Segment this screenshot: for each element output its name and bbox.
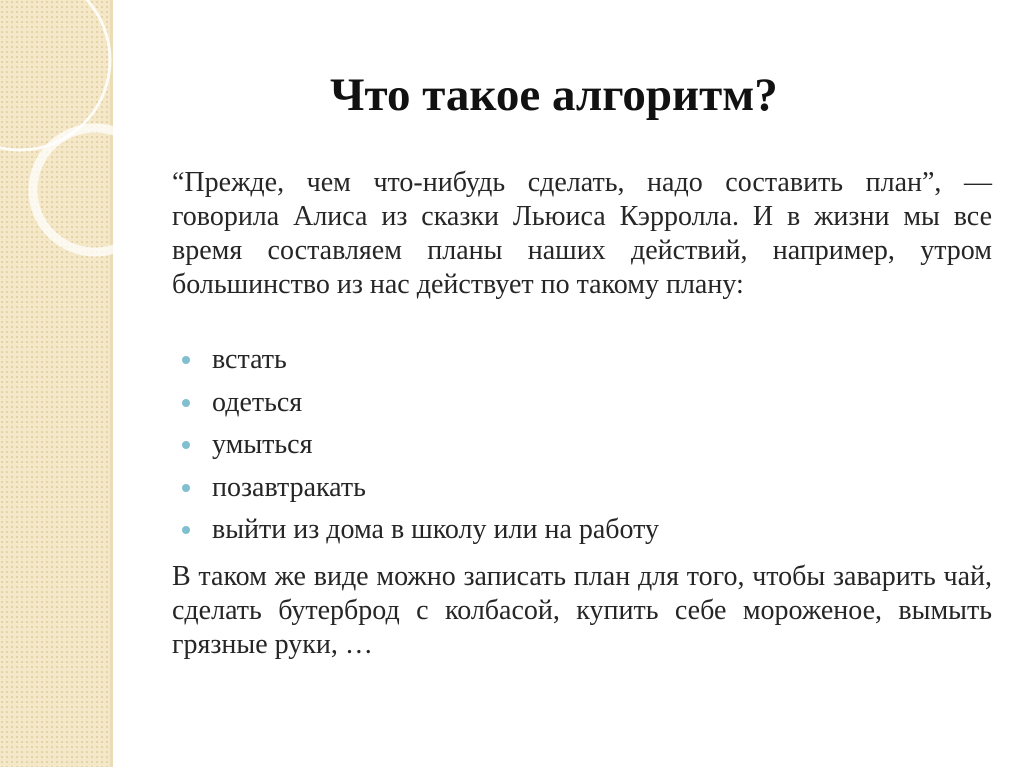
bullet-dot-icon [182, 526, 190, 534]
list-item [172, 471, 659, 514]
list-item-text: позавтракать [212, 471, 366, 503]
plan-list [172, 343, 659, 556]
intro-paragraph: “Прежде, чем что-нибудь сделать, надо составить план”, — говорила Алиса из сказки Льюиса Кэрролла. И в жизни мы все время составляем планы наших действий, например, утром большинство из нас действует по такому плану: [172, 167, 992, 300]
list-item [172, 343, 659, 386]
list-item-text: умыться [212, 429, 313, 460]
bullet-dot-icon [182, 356, 190, 364]
list-item [172, 386, 659, 429]
list-item [172, 513, 659, 556]
slide-title: Что такое алгоритм? [330, 69, 778, 121]
bullet-dot-icon [182, 399, 190, 407]
list-item-text: одеться [212, 386, 303, 418]
list-item-text: выйти из дома в школу или на работу [212, 514, 660, 545]
list-item-text: встать [212, 344, 287, 375]
bullet-dot-icon [182, 484, 190, 492]
bullet-dot-icon [182, 441, 190, 449]
closing-paragraph: В таком же виде можно записать план для того, чтобы заварить чай, сделать бутерброд с колбасой, купить себе мороженое, вымыть грязные руки, … [172, 561, 992, 660]
list-item [172, 428, 659, 471]
decorative-circles [0, 0, 130, 300]
